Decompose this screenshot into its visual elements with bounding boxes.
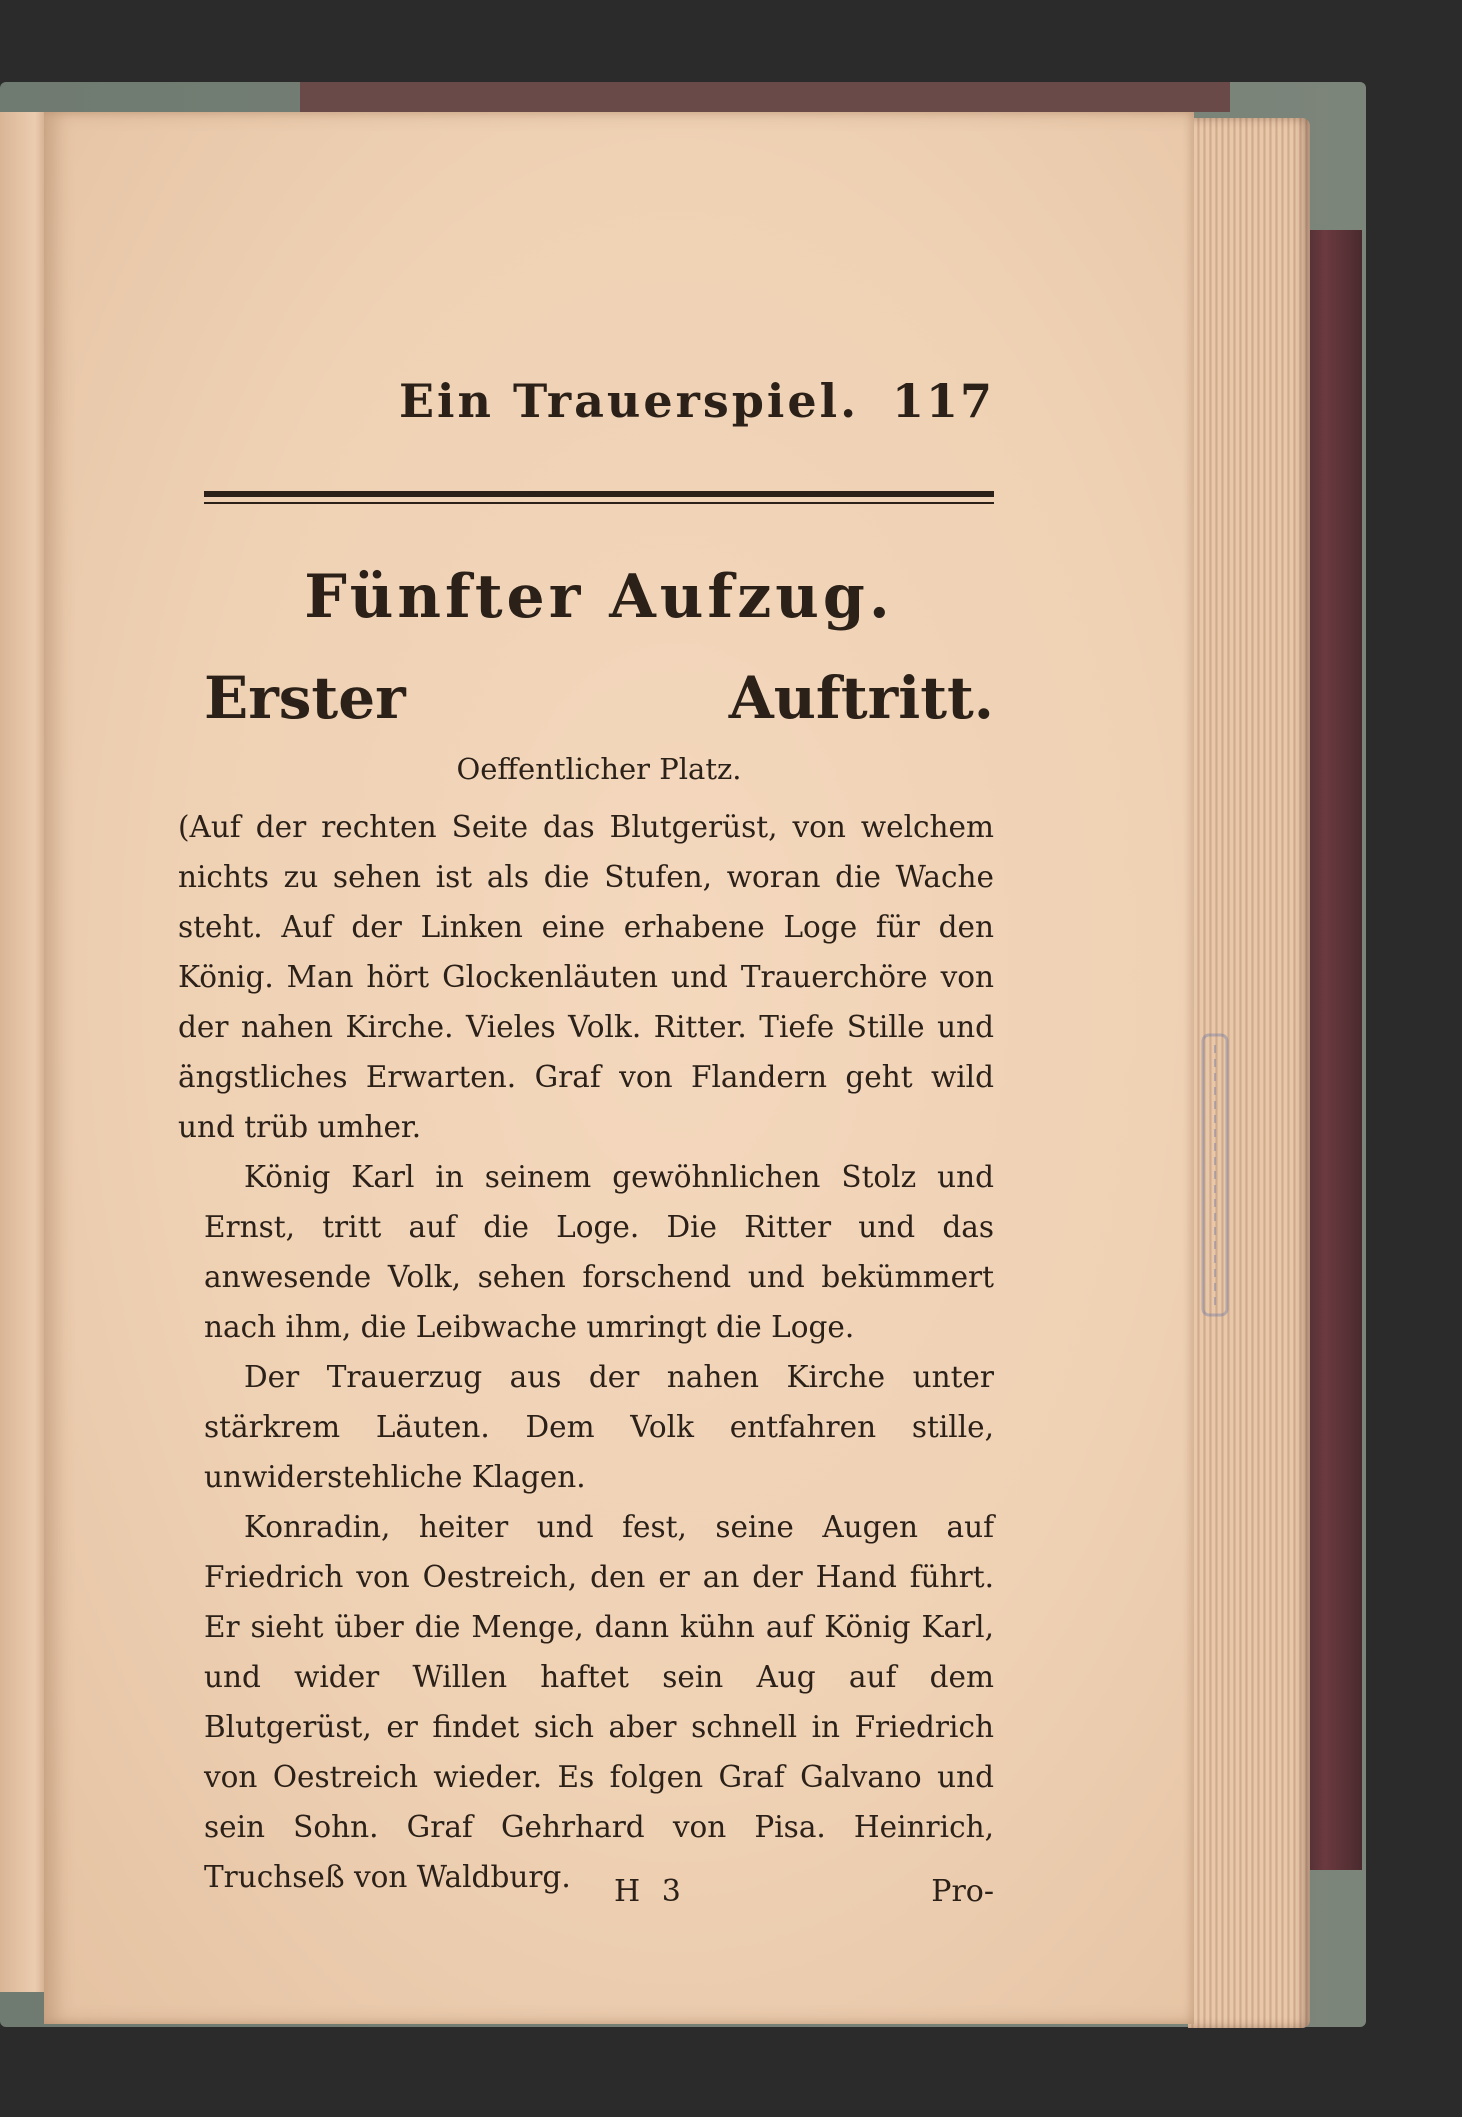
page-header <box>204 374 994 434</box>
scene-setting: Oeffentlicher Platz. <box>456 752 742 786</box>
page-footer <box>204 1874 994 1914</box>
signature-mark: H 3 <box>614 1874 687 1909</box>
stage-direction-paragraph: König Karl in seinem gewöhnlichen Stolz und Ernst, tritt auf die Loge. Die Ritter und das anwesende Volk, sehen forschend und bekümmert nach ihm, die Leibwache umringt die Loge. <box>204 1160 994 1344</box>
header-rule-thin <box>204 502 994 504</box>
scene-title: Erster Auftritt. <box>204 664 994 732</box>
stage-direction-paragraph: (Auf der rechten Seite das Blutgerüst, von welchem nichts zu sehen ist als die Stufen, woran die Wache steht. Auf der Linken eine erhabene Loge für den König. Man hört Glockenläuten und Trauerchöre von der nahen Kirche. Vieles Volk. Ritter. Tiefe Stille und ängstliches Erwarten. Graf von Flandern geht wild und trüb umher. <box>178 810 994 1144</box>
act-title: Fünfter Aufzug. <box>304 562 894 632</box>
book-page <box>44 112 1194 2024</box>
stage-direction-paragraph: Konradin, heiter und fest, seine Augen auf Friedrich von Oestreich, den er an der Hand führt. Er sieht über die Menge, dann kühn auf König Karl, und wider Willen haftet sein Aug auf dem Blutgerüst, er findet sich aber schnell in Friedrich von Oestreich wieder. Es folgen Graf Galvano und sein Sohn. Graf Gehrhard von Pisa. Heinrich, Truchseß von Waldburg. <box>204 1510 994 1894</box>
cover-binding-strip <box>300 82 1230 112</box>
facing-page-edge <box>0 112 50 1992</box>
library-stamp-icon <box>1185 1025 1245 1325</box>
page-number: 117 <box>891 374 994 428</box>
stage-direction-paragraph: Der Trauerzug aus der nahen Kirche unter stärkrem Läuten. Dem Volk entfahren stille, unwiderstehliche Klagen. <box>204 1360 994 1494</box>
running-head: Ein Trauerspiel. <box>399 374 860 428</box>
header-rule-thick <box>204 491 994 497</box>
catchword: Pro- <box>931 1874 994 1909</box>
